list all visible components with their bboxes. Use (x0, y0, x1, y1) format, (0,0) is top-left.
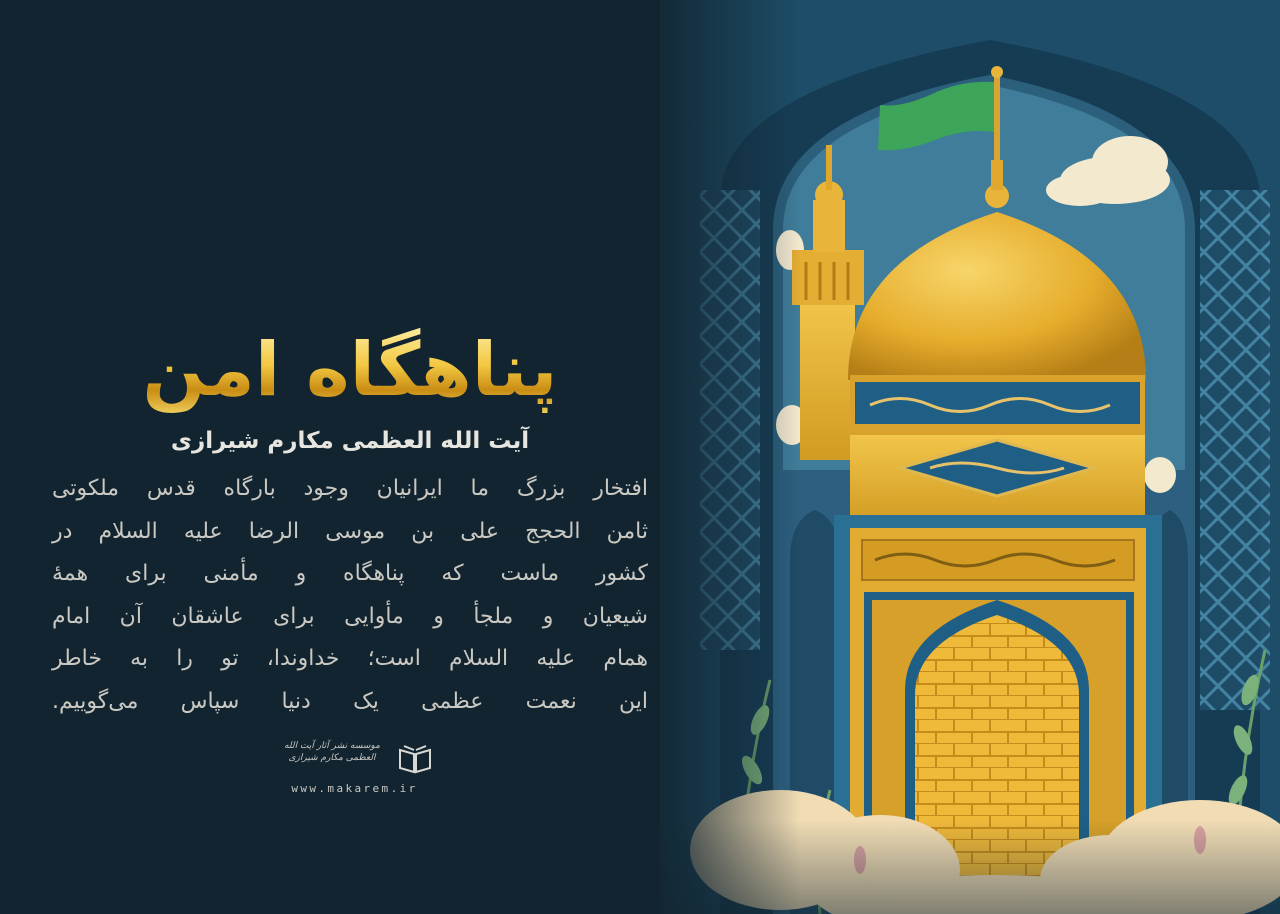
quote-text (40, 468, 660, 723)
quote-line: افتخار بزرگ ما ایرانیان وجود بارگاه قدس ملکوتی (52, 476, 648, 501)
text-panel (40, 320, 660, 723)
quote-line: ثامن الحجج علی بن موسی الرضا علیه السلام در (52, 518, 648, 544)
publisher-logo-text: موسسه نشر آثار آیت الله العظمی مکارم شیرازی (284, 741, 380, 763)
website-url: www.makarem.ir (291, 782, 418, 795)
quote-line: شیعیان و ملجأ و مأوایی برای عاشقان آن امام (52, 603, 648, 629)
open-book-logo-icon (398, 744, 432, 774)
quote-line: کشور ماست که پناهگاه و مأمنی برای همهٔ (52, 561, 648, 586)
quote-line: این نعمت عظمی یک دنیا سپاس می‌گوییم. (52, 688, 648, 714)
poster-title: پناهگاه امن (40, 320, 660, 420)
quote-line: همام علیه السلام است؛ خداوندا، تو را به خاطر (52, 646, 648, 671)
author-name: آیت الله العظمی مکارم شیرازی (170, 428, 530, 454)
